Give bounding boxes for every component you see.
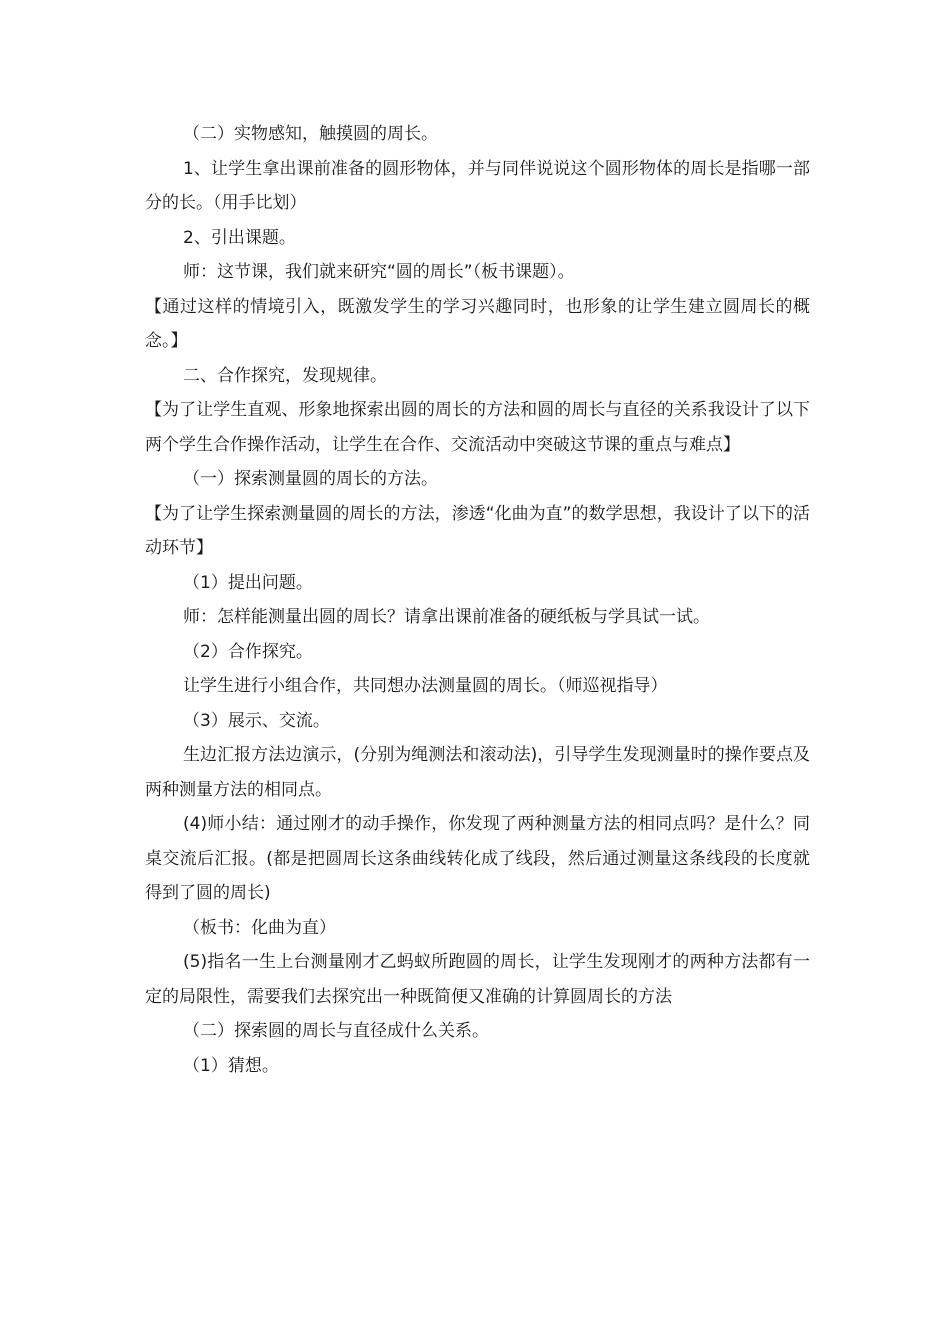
paragraph: 师：怎样能测量出圆的周长？请拿出课前准备的硬纸板与学具试一试。: [183, 607, 710, 627]
subsection-heading: （一）探索测量圆的周长的方法。: [183, 469, 438, 489]
paragraph: 2、引出课题。: [183, 227, 296, 248]
paragraph: （3）展示、交流。: [183, 710, 330, 731]
paragraph: （板书：化曲为直）: [183, 917, 336, 938]
paragraph: 生边汇报方法边演示，(分别为绳测法和滚动法)，引导学生发现测量时的操作要点及两种测量方法的相同点。: [145, 745, 810, 800]
document-body: [145, 117, 810, 1083]
paragraph: 1、让学生拿出课前准备的圆形物体，并与同伴说说这个圆形物体的周长是指哪一部分的长。（用手比划）: [145, 158, 810, 213]
paragraph: （1）猜想。: [183, 1055, 279, 1076]
paragraph: 师：这节课，我们就来研究“圆的周长”（板书课题）。: [183, 262, 575, 282]
paragraph-annotation: 【通过这样的情境引入，既激发学生的学习兴趣同时，也形象的让学生建立圆周长的概念。】: [145, 296, 810, 351]
subsection-heading: （二）探索圆的周长与直径成什么关系。: [183, 1021, 489, 1041]
paragraph: (5)指名一生上台测量刚才乙蚂蚁所跑圆的周长，让学生发现刚才的两种方法都有一定的局限性，需要我们去探究出一种既简便又准确的计算圆周长的方法: [145, 952, 810, 1007]
paragraph: （1）提出问题。: [183, 572, 313, 593]
section-heading: 二、合作探究，发现规律。: [183, 365, 387, 386]
paragraph: 让学生进行小组合作，共同想办法测量圆的周长。（师巡视指导）: [183, 676, 668, 696]
paragraph: (4)师小结：通过刚才的动手操作，你发现了两种测量方法的相同点吗？是什么？同桌交流后汇报。(都是把圆周长这条曲线转化成了线段，然后通过测量这条线段的长度就得到了圆的周长): [145, 814, 810, 903]
paragraph-annotation: 【为了让学生直观、形象地探索出圆的周长的方法和圆的周长与直径的关系我设计了以下两个学生合作操作活动，让学生在合作、交流活动中突破这节课的重点与难点】: [145, 400, 810, 455]
paragraph-annotation: 【为了让学生探索测量圆的周长的方法，渗透“化曲为直”的数学思想，我设计了以下的活动环节】: [145, 503, 810, 558]
paragraph: （二）实物感知，触摸圆的周长。: [183, 124, 438, 144]
paragraph: （2）合作探究。: [183, 641, 313, 662]
